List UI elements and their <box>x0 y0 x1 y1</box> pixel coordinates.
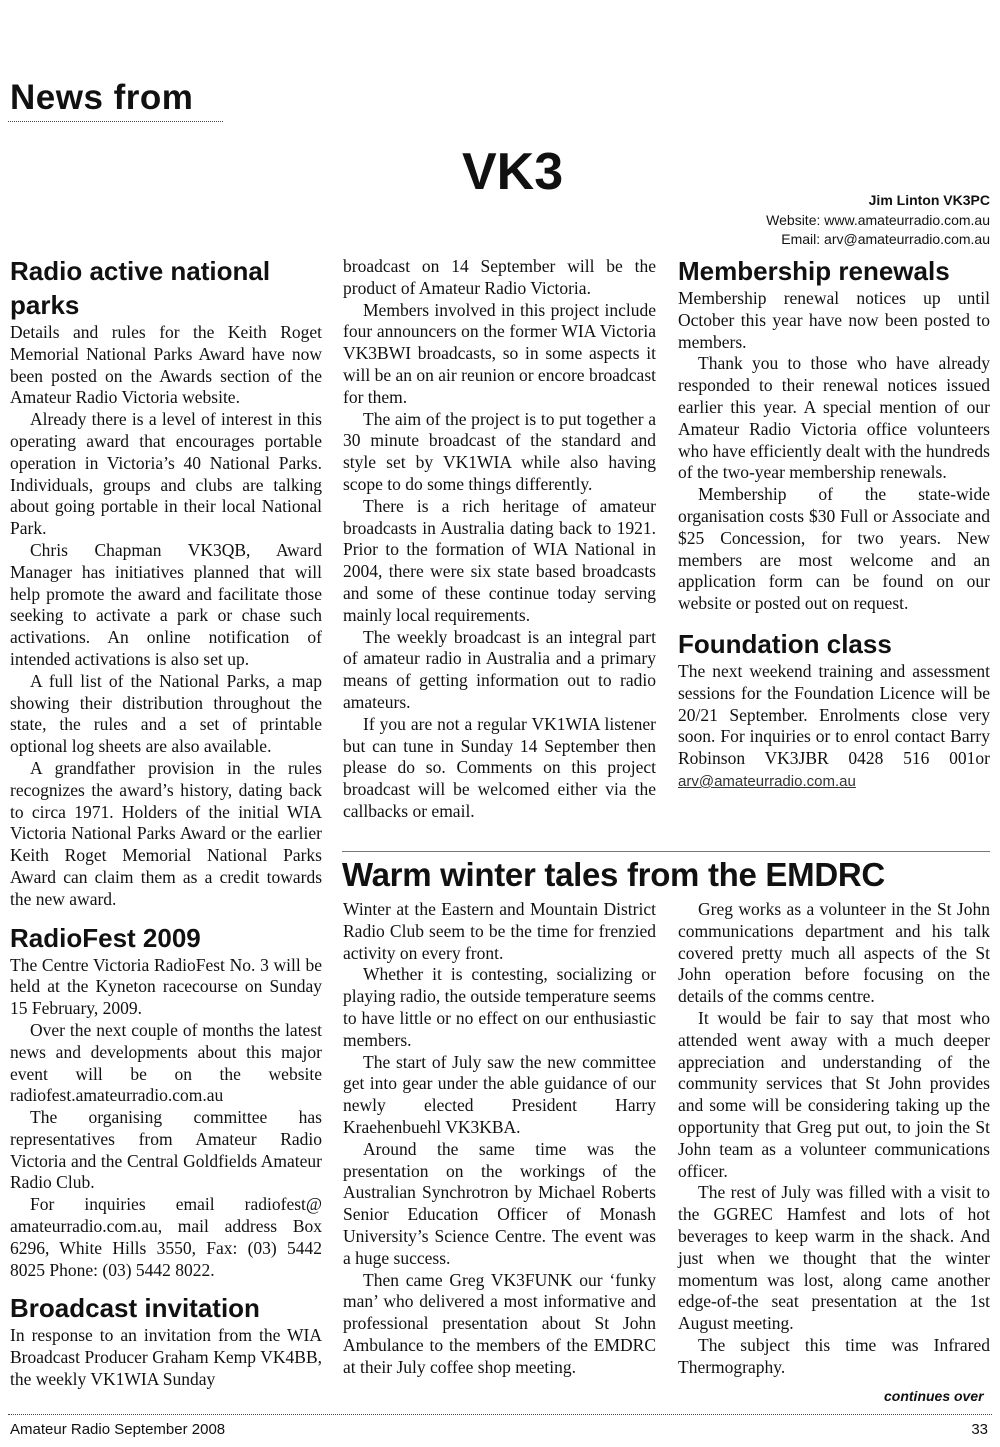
paragraph: Around the same time was the presentation on the workings of the Australian Synchrotron by Michael Roberts Senior Education Officer of Monash University’s Science Centre. The event was a huge success. <box>343 1138 656 1268</box>
paragraph: Thank you to those who have already responded to their renewal notices issued earlier this year. A special mention of our Amateur Radio Victoria office volunteers who have efficiently dealt with the hundreds of the two-year membership renewals. <box>678 353 990 483</box>
paragraph: The weekly broadcast is an integral part of amateur radio in Australia and a primary means of getting information out to radio amateurs. <box>343 626 656 712</box>
heading-foundation-class: Foundation class <box>678 628 892 659</box>
paragraph: There is a rich heritage of amateur broadcasts in Australia dating back to 1921. Prior to the formation of WIA National in 2004, there were six state based broadcasts and some of these continue today serving mainly local requirements. <box>343 495 656 625</box>
paragraph: Members involved in this project include four announcers on the former WIA Victoria VK3BWI broadcasts, so in some aspects it will be an on air reunion or encore broadcast for them. <box>343 299 656 407</box>
column-1 <box>10 254 322 1391</box>
paragraph: Membership of the state-wide organisation costs $30 Full or Associate and $25 Concession, for two years. New members are most welcome and an application form can be found on our website or posted out on request. <box>678 484 990 614</box>
paragraph: Chris Chapman VK3QB, Award Manager has initiatives planned that will help promote the award and facilitate those seeking to activate a park or chase such activations. An online notification of intended activations is also set up. <box>10 539 322 669</box>
author-byline: Jim Linton VK3PC <box>868 192 990 208</box>
paragraph: Over the next couple of months the latest news and developments about this major event will be on the website radiofest.amateurradio.com.au <box>10 1019 322 1106</box>
heading-radiofest: RadioFest 2009 <box>10 922 201 953</box>
email-line: Email: arv@amateurradio.com.au <box>781 231 990 247</box>
continues-over: continues over <box>884 1388 984 1404</box>
column-3 <box>678 254 990 793</box>
column-2 <box>343 256 656 823</box>
footer-page-number: 33 <box>971 1421 988 1438</box>
paragraph: The aim of the project is to put together a 30 minute broadcast of the standard and style set by VK1WIA while also having scope to do some things differently. <box>343 408 656 494</box>
paragraph: A full list of the National Parks, a map showing their distribution throughout the state, the rules and a set of printable optional log sheets are also available. <box>10 670 322 757</box>
masthead-title: News from <box>10 78 194 117</box>
heading-emdrc: Warm winter tales from the EMDRC <box>342 856 885 893</box>
heading-radio-active-parks: Radio active national parks <box>10 256 271 320</box>
paragraph: For inquiries email radiofest@ amateurradio.com.au, mail address Box 6296, White Hills 3550, Fax: (03) 5442 8025 Phone: (03) 5442 8022. <box>10 1194 322 1280</box>
emdrc-column-right <box>678 899 990 1379</box>
paragraph: A grandfather provision in the rules recognizes the award’s history, dating back to circa 1971. Holders of the initial WIA Victoria National Parks Award or the earlier Keith Roget Memorial National Parks Award can claim them as a credit towards the new award. <box>10 757 322 909</box>
heading-broadcast-invitation: Broadcast invitation <box>10 1293 260 1324</box>
paragraph: In response to an invitation from the WIA Broadcast Producer Graham Kemp VK4BB, the weekly VK1WIA Sunday <box>10 1325 322 1390</box>
paragraph: The subject this time was Infrared Thermography. <box>678 1334 990 1377</box>
footer-publication: Amateur Radio September 2008 <box>10 1421 226 1438</box>
paragraph: Details and rules for the Keith Roget Memorial National Parks Award have now been posted on the Awards section of the Amateur Radio Victoria website. <box>10 322 322 408</box>
paragraph: It would be fair to say that most who attended went away with a much deeper appreciation and understanding of the community services that St John provides and some will be considering taking up the opportunity that Greg put out, to join the St John team as a volunteer communications officer. <box>678 1007 990 1181</box>
paragraph: Membership renewal notices up until October this year have now been posted to members. <box>678 288 990 352</box>
paragraph <box>678 661 990 793</box>
paragraph: The start of July saw the new committee get into gear under the able guidance of our newly elected President Harry Kraehenbuehl VK3KBA. <box>343 1051 656 1137</box>
paragraph: Winter at the Eastern and Mountain District Radio Club seem to be the time for frenzied activity on every front. <box>343 899 656 963</box>
paragraph: broadcast on 14 September will be the product of Amateur Radio Victoria. <box>343 256 656 298</box>
foundation-text: The next weekend training and assessment sessions for the Foundation Licence will be 20/21 September. Enrolments close very soon. For inquiries or to enrol contact Barry Robinson VK3JBR 0428 516 001or <box>678 660 990 769</box>
emdrc-column-left <box>343 899 656 1379</box>
paragraph: The rest of July was filled with a visit to the GGREC Hamfest and lots of hot beverages to keep warm in the shack. And just when we thought that the winter momentum was lost, along came another edge-of-the seat presentation at the 1st August meeting. <box>678 1182 990 1334</box>
paragraph: The Centre Victoria RadioFest No. 3 will be held at the Kyneton racecourse on Sunday 15 February, 2009. <box>10 954 322 1019</box>
paragraph: If you are not a regular VK1WIA listener but can tune in Sunday 14 September then please do so. Comments on this project broadcast will be welcomed either via the callbacks or email. <box>343 713 656 821</box>
paragraph: Greg works as a volunteer in the St John communications department and his talk covered pretty much all aspects of the St John operation before focusing on the details of the comms centre. <box>678 899 990 1007</box>
section-rule <box>342 851 990 852</box>
paragraph: Already there is a level of interest in this operating award that encourages portable operation in Victoria’s 40 National Parks. Individuals, groups and clubs are talking about going portable in their local National Park. <box>10 409 322 539</box>
masthead-rule <box>8 121 223 122</box>
paragraph: Whether it is contesting, socializing or playing radio, the outside temperature seems to have little or no effect on our enthusiastic members. <box>343 964 656 1050</box>
region-title: VK3 <box>462 143 564 201</box>
email-link[interactable]: arv@amateurradio.com.au <box>678 772 856 790</box>
website-line: Website: www.amateurradio.com.au <box>766 212 990 228</box>
heading-membership-renewals: Membership renewals <box>678 256 950 286</box>
paragraph: The organising committee has representatives from Amateur Radio Victoria and the Central Goldfields Amateur Radio Club. <box>10 1107 322 1193</box>
footer-rule <box>8 1414 992 1415</box>
paragraph: Then came Greg VK3FUNK our ‘funky man’ who delivered a most informative and professional presentation about St John Ambulance to the members of the EMDRC at their July coffee shop meeting. <box>343 1269 656 1377</box>
